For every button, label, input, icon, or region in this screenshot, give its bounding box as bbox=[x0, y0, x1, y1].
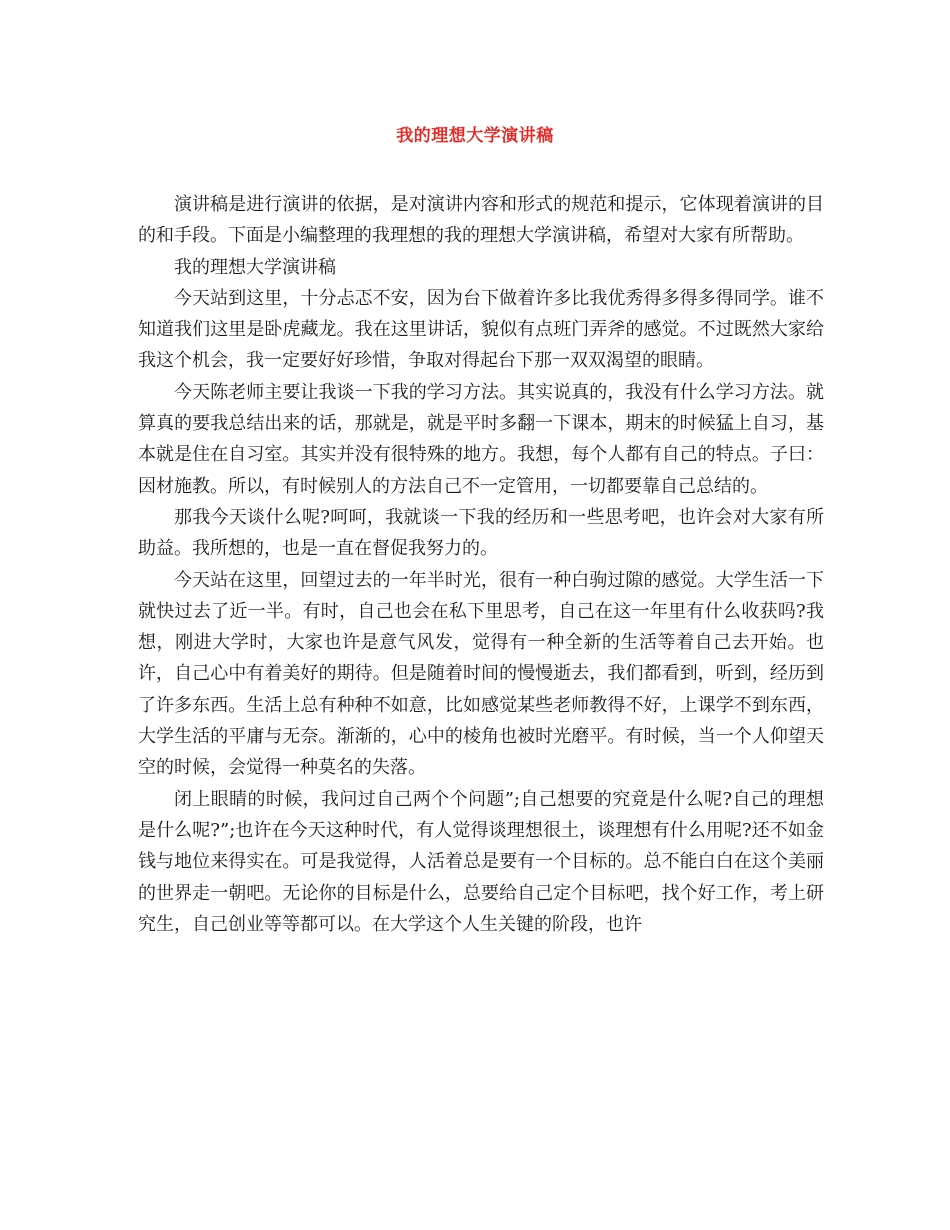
paragraph: 今天站到这里，十分忐忑不安，因为台下做着许多比我优秀得多得多得同学。谁不知道我们这里是卧虎藏龙。我在这里讲话，貌似有点班门弄斧的感觉。不过既然大家给我这个机会，我一定要好好珍惜，争取对得起台下那一双双渴望的眼睛。 bbox=[138, 287, 824, 372]
document-title: 我的理想大学演讲稿 bbox=[396, 126, 554, 146]
paragraph: 闭上眼睛的时候，我问过自己两个个问题”;自己想要的究竟是什么呢?自己的理想是什么呢?”;也许在今天这种时代，有人觉得谈理想很土，谈理想有什么用呢?还不如金钱与地位来得实在。可是我觉得，人活着总是要有一个目标的。总不能白白在这个美丽的世界走一朝吧。无论你的目标是什么，总要给自己定个目标吧，找个好工作，考上研究生，自己创业等等都可以。在大学这个人生关键的阶段，也许 bbox=[138, 788, 824, 935]
paragraph: 那我今天谈什么呢?呵呵，我就谈一下我的经历和一些思考吧，也许会对大家有所助益。我所想的，也是一直在督促我努力的。 bbox=[138, 506, 824, 560]
document-body bbox=[138, 189, 824, 940]
paragraph: 今天站在这里，回望过去的一年半时光，很有一种白驹过隙的感觉。大学生活一下就快过去了近一半。有时，自己也会在私下里思考，自己在这一年里有什么收获吗?我想，刚进大学时，大家也许是意气风发，觉得有一种全新的生活等着自己去开始。也许，自己心中有着美好的期待。但是随着时间的慢慢逝去，我们都看到，听到，经历到了许多东西。生活上总有种种不如意，比如感觉某些老师教得不好，上课学不到东西，大学生活的平庸与无奈。渐渐的，心中的棱角也被时光磨平。有时候，当一个人仰望天空的时候，会觉得一种莫名的失落。 bbox=[138, 569, 824, 779]
paragraph-subheading: 我的理想大学演讲稿 bbox=[174, 256, 336, 278]
paragraph: 今天陈老师主要让我谈一下我的学习方法。其实说真的，我没有什么学习方法。就算真的要我总结出来的话，那就是，就是平时多翻一下课本，期末的时候猛上自习，基本就是住在自习室。其实并没有很特殊的地方。我想，每个人都有自己的特点。子曰：因材施教。所以，有时候别人的方法自己不一定管用，一切都要靠自己总结的。 bbox=[138, 381, 824, 497]
paragraph-intro: 演讲稿是进行演讲的依据，是对演讲内容和形式的规范和提示，它体现着演讲的目的和手段。下面是小编整理的我理想的我的理想大学演讲稿，希望对大家有所帮助。 bbox=[138, 194, 824, 247]
